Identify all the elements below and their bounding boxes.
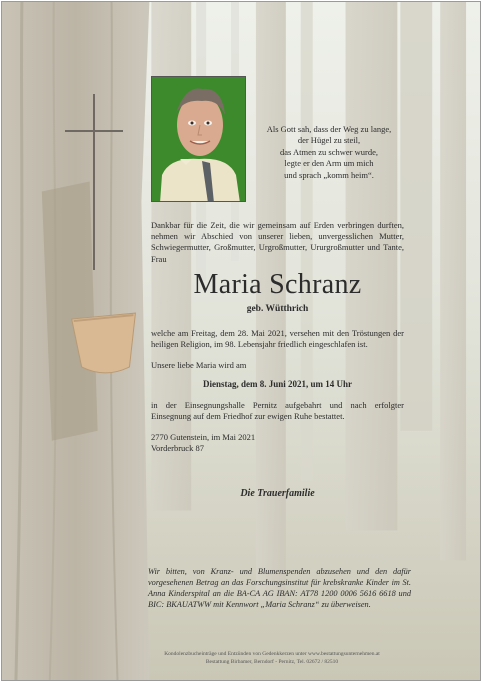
passing-text: welche am Freitag, dem 28. Mai 2021, versehen mit den Tröstungen der heiligen Religion, im 98. Lebensjahr friedlich eingeschlafen ist.: [151, 328, 404, 350]
funeral-date: Dienstag, dem 8. Juni 2021, um 14 Uhr: [202, 379, 352, 389]
portrait-image: [152, 77, 246, 202]
portrait-photo: [151, 76, 246, 202]
address: Vorderbruck 87: [151, 443, 204, 453]
footer-condolence-line: Kondolenzbucheinträge und Entzünden von Gedenkkerzen unter www.bestattungsunternehmen.at: [164, 651, 380, 657]
donation-appeal: Wir bitten, von Kranz- und Blumenspenden abzusehen und den dafür vorgesehenen Betrag an das Forschungsinstitut für krebskranke Kinder im St. Anna Kinderspital an die BA-CA AG IBAN: AT78 1200 0006 5616 6618 und BIC: BKAUATWW mit Kennwort „Maria Schranz“ zu überweisen.: [148, 567, 411, 609]
poem-line: Als Gott sah, dass der Weg zu lange,: [266, 124, 392, 134]
funeral-intro: Unsere liebe Maria wird am: [151, 360, 247, 370]
cross-horizontal-bar: [65, 130, 123, 132]
poem-line: der Hügel zu steil,: [297, 135, 361, 146]
footer: [122, 650, 422, 666]
intro-text: Dankbar für die Zeit, die wir gemeinsam auf Erden verbringen durften, nehmen wir Abschied von unserer lieben, unvergesslichen Mutter, Schwiegermutter, Großmutter, Urgroßmutter, Ururgroßmutter und Tante, Frau: [151, 220, 404, 264]
birth-name: geb. Wütthrich: [246, 304, 309, 314]
parte-page: [1, 1, 481, 681]
deceased-name: Maria Schranz: [193, 269, 362, 300]
footer-undertaker-line: Bestattung Birbamer, Berndorf - Pernitz, Tel. 02672 / 82510: [205, 659, 339, 665]
poem-line: legte er den Arm um mich: [284, 158, 374, 169]
place-date: 2770 Gutenstein, im Mai 2021: [151, 432, 256, 442]
cross-vertical-bar: [93, 94, 95, 270]
poem: [254, 124, 404, 181]
poem-line: und sprach „komm heim“.: [284, 169, 374, 180]
poem-line: das Atmen zu schwer wurde,: [280, 146, 378, 157]
funeral-details: in der Einsegnungshalle Pernitz aufgebahrt und nach erfolgter Einsegnung auf dem Friedhof zur ewigen Ruhe bestattet.: [151, 400, 404, 422]
family-signature: Die Trauerfamilie: [240, 488, 315, 499]
